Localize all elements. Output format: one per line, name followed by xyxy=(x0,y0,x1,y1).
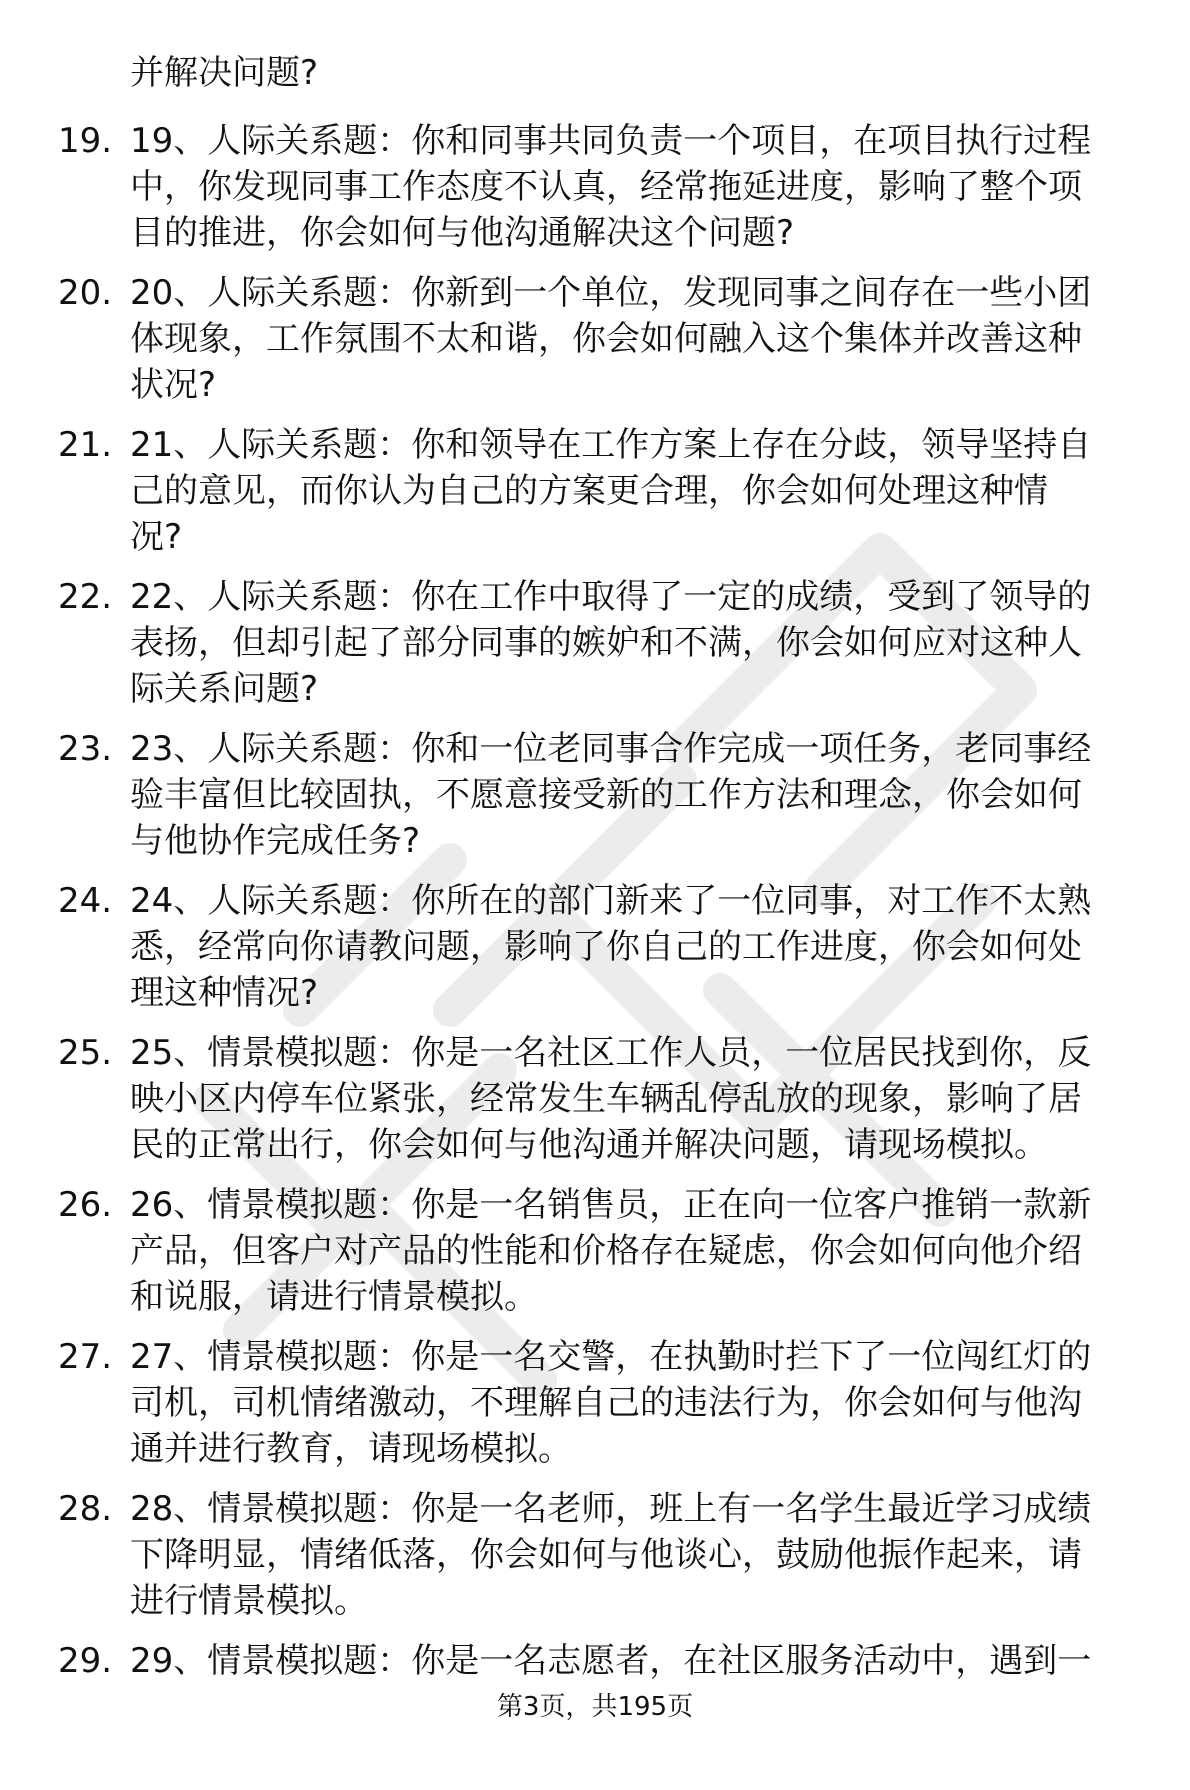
question-line: 19、人际关系题：你和同事共同负责一个项目，在项目执行过程 xyxy=(130,121,1092,161)
question-number: 20. xyxy=(58,273,113,313)
question-text xyxy=(130,1638,1160,1684)
question-text xyxy=(130,270,1160,408)
question-line: 26、情景模拟题：你是一名销售员，正在向一位客户推销一款新 xyxy=(130,1185,1092,1225)
question-number: 29. xyxy=(58,1641,113,1681)
question-item xyxy=(0,1486,1190,1624)
question-line: 己的意见，而你认为自己的方案更合理，你会如何处理这种情 xyxy=(130,471,1048,511)
question-line: 下降明显，情绪低落，你会如何与他谈心，鼓励他振作起来，请 xyxy=(130,1535,1082,1575)
question-line: 通并进行教育，请现场模拟。 xyxy=(130,1429,572,1469)
question-line: 和说服，请进行情景模拟。 xyxy=(130,1277,538,1317)
question-line: 体现象，工作氛围不太和谐，你会如何融入这个集体并改善这种 xyxy=(130,319,1082,359)
question-line: 民的正常出行，你会如何与他沟通并解决问题，请现场模拟。 xyxy=(130,1125,1048,1165)
question-line: 悉，经常向你请教问题，影响了你自己的工作进度，你会如何处 xyxy=(130,927,1082,967)
question-line: 目的推进，你会如何与他沟通解决这个问题? xyxy=(130,213,795,253)
question-text xyxy=(130,1486,1160,1624)
question-text xyxy=(130,726,1160,864)
question-line: 20、人际关系题：你新到一个单位，发现同事之间存在一些小团 xyxy=(130,273,1092,313)
question-number: 25. xyxy=(58,1033,113,1073)
question-line: 21、人际关系题：你和领导在工作方案上存在分歧，领导坚持自 xyxy=(130,425,1092,465)
question-number: 26. xyxy=(58,1185,113,1225)
question-number: 27. xyxy=(58,1337,113,1377)
question-number: 24. xyxy=(58,881,113,921)
question-item xyxy=(0,1182,1190,1320)
question-line: 25、情景模拟题：你是一名社区工作人员，一位居民找到你，反 xyxy=(130,1033,1092,1073)
continuation-text: 并解决问题? xyxy=(130,53,319,93)
question-text xyxy=(130,1334,1160,1472)
question-list xyxy=(0,118,1190,1790)
question-number: 28. xyxy=(58,1489,113,1529)
question-text xyxy=(130,422,1160,560)
question-line: 表扬，但却引起了部分同事的嫉妒和不满，你会如何应对这种人 xyxy=(130,623,1082,663)
question-item xyxy=(0,1334,1190,1472)
question-line: 22、人际关系题：你在工作中取得了一定的成绩，受到了领导的 xyxy=(130,577,1092,617)
question-line: 28、情景模拟题：你是一名老师，班上有一名学生最近学习成绩 xyxy=(130,1489,1092,1529)
question-item xyxy=(0,878,1190,1016)
question-item xyxy=(0,1030,1190,1168)
question-line: 际关系问题? xyxy=(130,669,319,709)
question-number: 19. xyxy=(58,121,113,161)
question-text xyxy=(130,574,1160,712)
question-line: 与他协作完成任务? xyxy=(130,821,421,861)
question-line: 27、情景模拟题：你是一名交警，在执勤时拦下了一位闯红灯的 xyxy=(130,1337,1092,1377)
question-line: 状况? xyxy=(130,365,217,405)
question-line: 23、人际关系题：你和一位老同事合作完成一项任务，老同事经 xyxy=(130,729,1092,769)
question-line: 映小区内停车位紧张，经常发生车辆乱停乱放的现象，影响了居 xyxy=(130,1079,1082,1119)
question-item xyxy=(0,270,1190,408)
question-item xyxy=(0,118,1190,256)
question-number: 23. xyxy=(58,729,113,769)
question-text xyxy=(130,118,1160,256)
question-line: 29、情景模拟题：你是一名志愿者，在社区服务活动中，遇到一 xyxy=(130,1641,1092,1681)
question-text xyxy=(130,1030,1160,1168)
question-line: 中，你发现同事工作态度不认真，经常拖延进度，影响了整个项 xyxy=(130,167,1082,207)
page-footer: 第3页，共195页 xyxy=(496,1692,694,1722)
question-number: 22. xyxy=(58,577,113,617)
question-line: 况? xyxy=(130,517,183,557)
question-item xyxy=(0,574,1190,712)
question-line: 产品，但客户对产品的性能和价格存在疑虑，你会如何向他介绍 xyxy=(130,1231,1082,1271)
question-line: 进行情景模拟。 xyxy=(130,1581,368,1621)
question-line: 24、人际关系题：你所在的部门新来了一位同事，对工作不太熟 xyxy=(130,881,1092,921)
question-item xyxy=(0,422,1190,560)
question-line: 理这种情况? xyxy=(130,973,319,1013)
question-number: 21. xyxy=(58,425,113,465)
question-line: 验丰富但比较固执，不愿意接受新的工作方法和理念，你会如何 xyxy=(130,775,1082,815)
question-text xyxy=(130,1182,1160,1320)
question-text xyxy=(130,878,1160,1016)
question-item xyxy=(0,726,1190,864)
question-line: 司机，司机情绪激动，不理解自己的违法行为，你会如何与他沟 xyxy=(130,1383,1082,1423)
